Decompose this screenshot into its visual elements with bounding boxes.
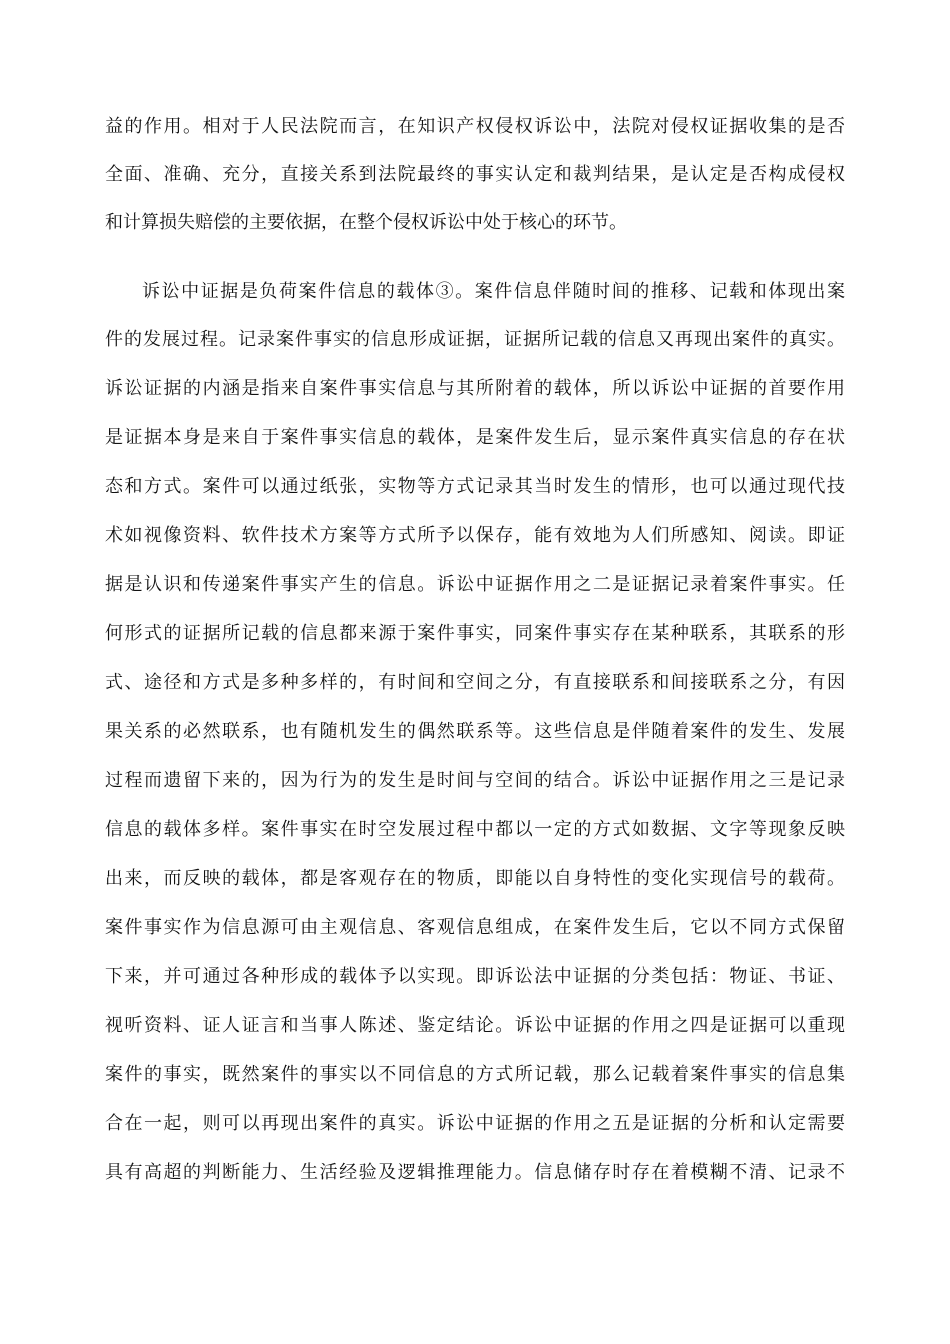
text-line: 视听资料、证人证言和当事人陈述、鉴定结论。诉讼中证据的作用之四是证据可以重现: [105, 1015, 845, 1036]
text-line: 诉讼中证据是负荷案件信息的载体③。案件信息伴随时间的推移、记载和体现出案: [142, 281, 845, 302]
text-line: 术如视像资料、软件技术方案等方式所予以保存，能有效地为人们所感知、阅读。即证: [105, 525, 845, 546]
text-line: 下来，并可通过各种形成的载体予以实现。即诉讼法中证据的分类包括：物证、书证、: [105, 966, 845, 987]
text-line: 态和方式。案件可以通过纸张，实物等方式记录其当时发生的情形，也可以通过现代技: [105, 476, 845, 497]
text-line: 式、途径和方式是多种多样的，有时间和空间之分，有直接联系和间接联系之分，有因: [105, 672, 845, 693]
text-line: 何形式的证据所记载的信息都来源于案件事实，同案件事实存在某种联系，其联系的形: [105, 623, 845, 644]
text-line: 件的发展过程。记录案件事实的信息形成证据，证据所记载的信息又再现出案件的真实。: [105, 329, 845, 350]
text-line: 益的作用。相对于人民法院而言，在知识产权侵权诉讼中，法院对侵权证据收集的是否: [105, 116, 845, 137]
text-line: 据是认识和传递案件事实产生的信息。诉讼中证据作用之二是证据记录着案件事实。任: [105, 574, 845, 595]
text-line: 信息的载体多样。案件事实在时空发展过程中都以一定的方式如数据、文字等现象反映: [105, 819, 845, 840]
text-line: 案件的事实，既然案件的事实以不同信息的方式所记载，那么记载着案件事实的信息集: [105, 1064, 845, 1085]
text-line: 果关系的必然联系，也有随机发生的偶然联系等。这些信息是伴随着案件的发生、发展: [105, 721, 845, 742]
text-line: 合在一起，则可以再现出案件的真实。诉讼中证据的作用之五是证据的分析和认定需要: [105, 1113, 845, 1134]
text-line: 案件事实作为信息源可由主观信息、客观信息组成，在案件发生后，它以不同方式保留: [105, 917, 845, 938]
text-line: 诉讼证据的内涵是指来自案件事实信息与其所附着的载体，所以诉讼中证据的首要作用: [105, 378, 845, 399]
text-line: 全面、准确、充分，直接关系到法院最终的事实认定和裁判结果，是认定是否构成侵权: [105, 164, 845, 185]
text-line: 出来，而反映的载体，都是客观存在的物质，即能以自身特性的变化实现信号的载荷。: [105, 868, 845, 889]
text-line: 具有高超的判断能力、生活经验及逻辑推理能力。信息储存时存在着模糊不清、记录不: [105, 1162, 845, 1183]
text-line: 过程而遗留下来的，因为行为的发生是时间与空间的结合。诉讼中证据作用之三是记录: [105, 770, 845, 791]
text-line: 是证据本身是来自于案件事实信息的载体，是案件发生后，显示案件真实信息的存在状: [105, 427, 845, 448]
text-line: 和计算损失赔偿的主要依据，在整个侵权诉讼中处于核心的环节。: [105, 212, 627, 233]
